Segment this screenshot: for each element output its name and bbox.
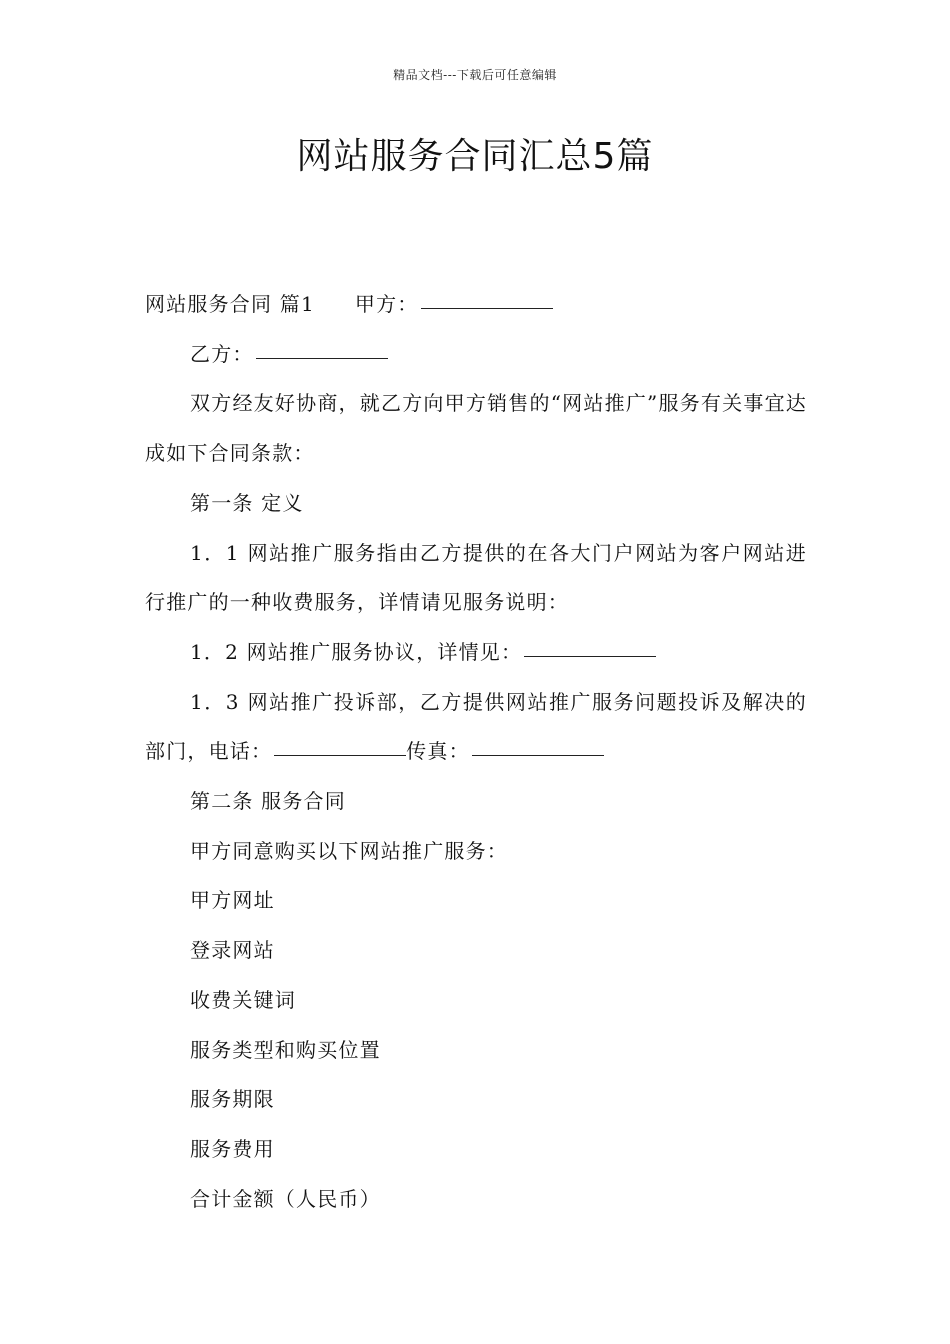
contract-heading: 网站服务合同 篇1 [145,292,315,316]
header-note: 精品文档---下载后可任意编辑 [393,68,557,82]
article-2-intro: 甲方同意购买以下网站推广服务： [190,838,508,863]
intro-paragraph: 双方经友好协商，就乙方向甲方销售的“网站推广”服务有关事宜达成如下合同条款： [145,391,807,466]
party-a-label: 甲方： [354,292,419,316]
contract-body [145,280,807,1224]
clause-1-3: 1．3 网站推广投诉部，乙方提供网站推广服务问题投诉及解决的部门，电话： [145,689,807,764]
fax-blank [472,754,604,756]
clause-1-2-line [145,628,807,678]
list-item: 合计金额（人民币） [190,1186,381,1211]
phone-blank [274,754,406,756]
party-a-blank [421,307,553,309]
party-b-line [145,330,807,380]
article-1-title: 第一条 定义 [190,490,304,515]
fax-label: 传真： [406,739,470,764]
article-2-title: 第二条 服务合同 [190,789,346,814]
list-item: 服务类型和购买位置 [190,1037,381,1062]
clause-1-3-line [145,678,807,777]
party-b-label: 乙方： [190,341,254,366]
contract-heading-line [145,280,807,330]
list-item: 甲方网址 [190,888,275,913]
list-item: 收费关键词 [190,987,296,1012]
clause-1-1: 1．1 网站推广服务指由乙方提供的在各大门户网站为客户网站进行推广的一种收费服务，详情请见服务说明： [145,540,807,615]
document-title: 网站服务合同汇总5篇 [296,136,654,177]
list-item: 服务费用 [190,1136,275,1161]
list-item: 登录网站 [190,938,275,963]
party-b-blank [256,357,388,359]
clause-1-2: 1．2 网站推广服务协议，详情见： [190,639,523,664]
clause-1-2-blank [524,655,656,657]
list-item: 服务期限 [190,1087,275,1112]
